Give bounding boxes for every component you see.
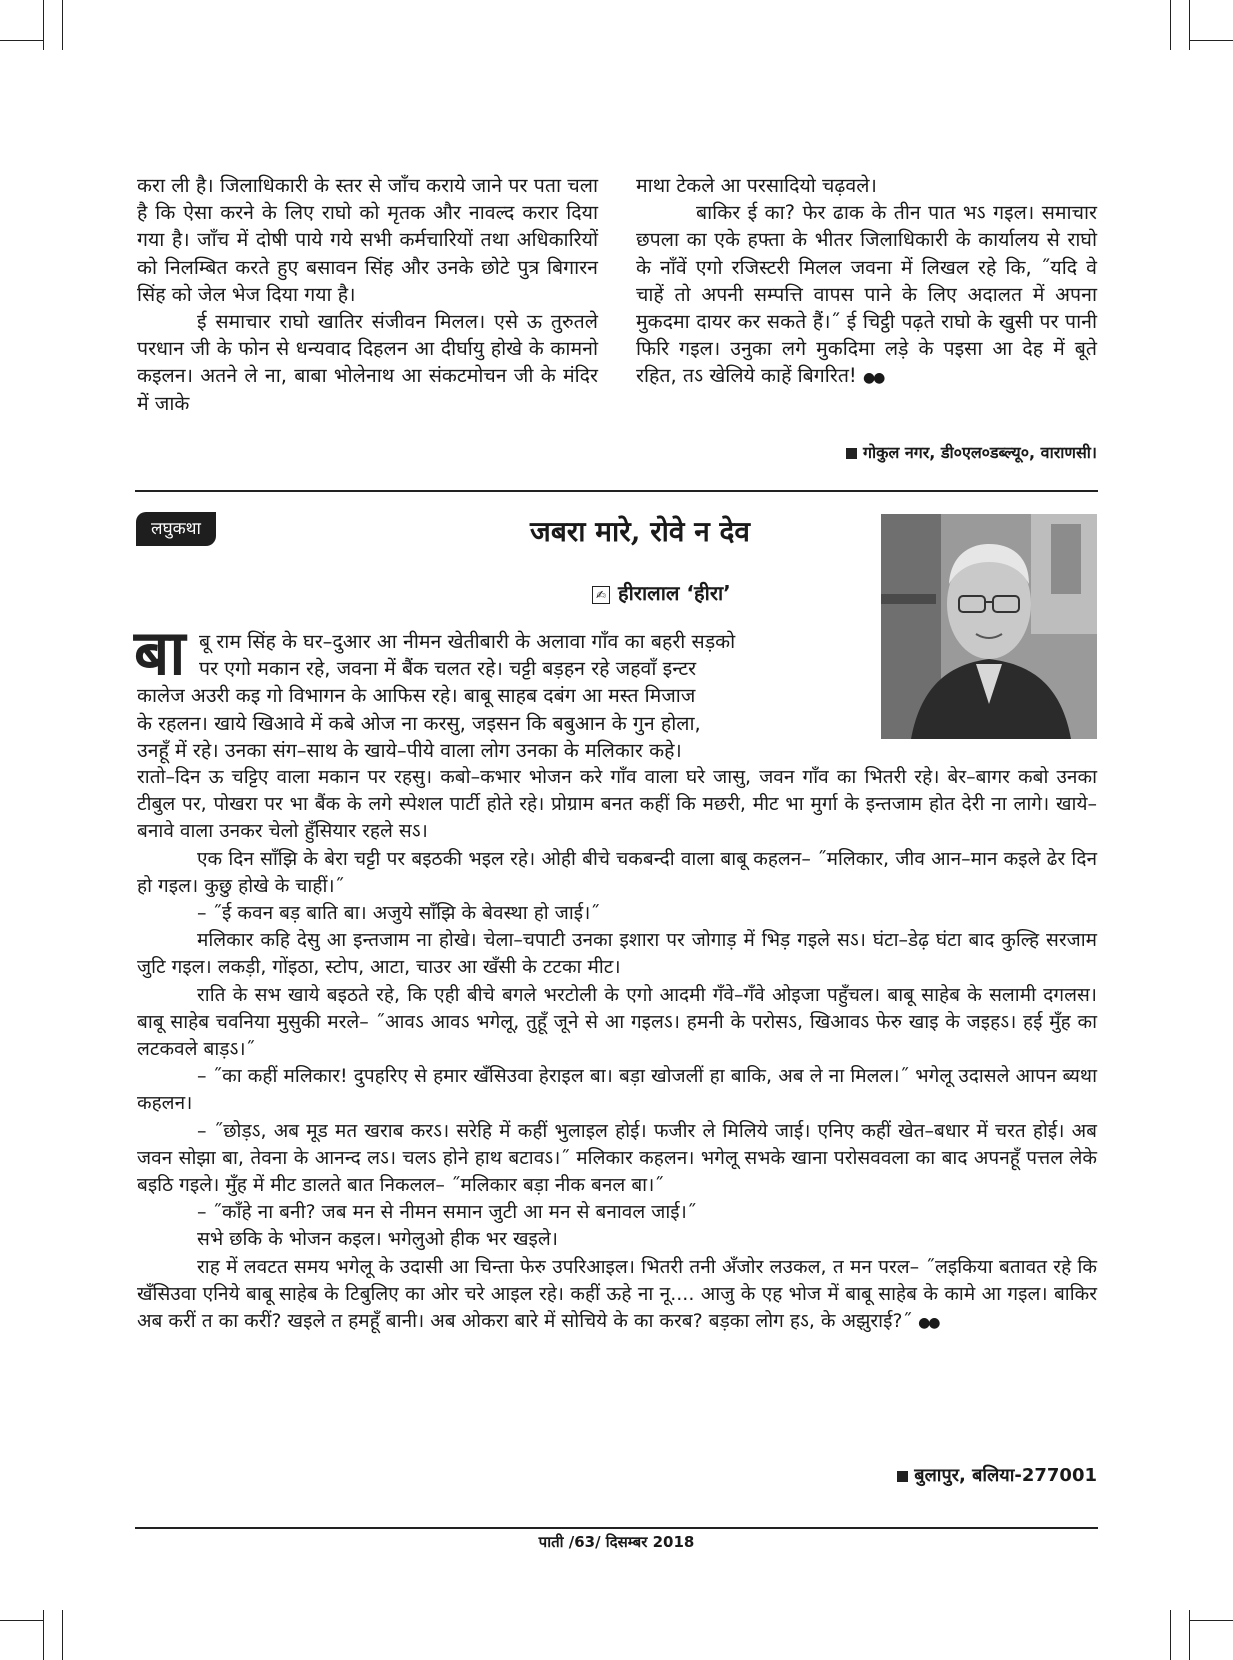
crop-mark (1189, 40, 1233, 41)
paragraph: – ˝ई कवन बड़ बाति बा। अजुये साँझि के बेवस्था हो जाई।˝ (197, 902, 600, 925)
portrait-illustration (881, 514, 1097, 739)
crop-mark (1170, 0, 1171, 50)
paragraph: एक दिन साँझि के बेरा चट्टी पर बइठकी भइल रहे। ओही बीचे चकबन्दी वाला बाबू कहलन– ˝मलिकार, जीव आन–मान कइले ढेर दिन हो गइल। कुछु होखे के चाहीं।˝ (137, 847, 1097, 897)
drop-cap: बा (134, 616, 186, 689)
end-mark: ●● (918, 1315, 939, 1332)
paragraph-text: राह में लवटत समय भगेलू के उदासी आ चिन्ता फेरु उपरिआइल। भितरी तनी अँजोर लउकल, त मन परल– ˝लइकिया बतावत रहे कि खँसिउवा एनिये बाबू साहेब के टिबुलिए का ओर चरे आइल रहे। कहीं ऊहे ना नू.... आजु के एह भोज में बाबू साहेब के कामे आ गइल। बाकिर अब करीं त का करीं? खइले त हमहूँ बानी। अब ओकरा बारे में सोचिये के का करब? बड़का लोग हऽ, के अझुराई?˝ (137, 1255, 1097, 1333)
signature-text: बुलापुर, बलिया-277001 (914, 1465, 1097, 1486)
top-signature (700, 441, 1097, 463)
paragraph: राति के सभ खाये बइठते रहे, कि एही बीचे बगले भरटोली के एगो आदमी गँवे–गँवे ओइजा पहुँचल। बाबू साहेब के सलामी दगलस। बाबू साहेब चवनिया मुसुकी मरले– ˝आवऽ आवऽ भगेलू, तुहूँ जूने से आ गइलऽ। हमनी के परोसऽ, खिआवऽ फेरु खाइ के जइहऽ। हई मुँह का लटकवले बाड़ऽ।˝ (137, 983, 1097, 1061)
paragraph: – ˝काँहे ना बनी? जब मन से नीमन समान जुटी आ मन से बनावल जाई।˝ (197, 1201, 697, 1224)
paragraph: मलिकार कहि देसु आ इन्तजाम ना होखे। चेला–चपाटी उनका इशारा पर जोगाड़ में भिड़ गइले सऽ। घंटा–डेढ़ घंटा बाद कुल्हि सरजाम जुटि गइल। लकड़ी, गोंइठा, स्टोप, आटा, चाउर आ खँसी के टटका मीट। (137, 929, 1097, 979)
paragraph: रातो–दिन ऊ चट्टिए वाला मकान पर रहसु। कबो–कभार भोजन करे गाँव वाला घरे जासु, जवन गाँव का भितरी रहे। बेर–बागर कबो उनका टीबुल पर, पोखरा पर भा बैंक के लगे स्पेशल पार्टी होते रहे। प्रोग्राम बनत कहीं कि मछरी, मीट भा मुर्गा के इन्तजाम होत देरी ना लागे। खाये–बनावे वाला उनकर चेलो हुँसियार रहले सऽ। (137, 766, 1097, 843)
square-bullet-icon (897, 1471, 908, 1482)
author-name: हीरालाल ‘हीरा’ (618, 581, 731, 605)
story-line: बू राम सिंह के घर–दुआर आ नीमन खेतीबारी के अलावा गाँव का बहरी सड़को (199, 630, 736, 653)
crop-mark (0, 40, 44, 41)
crop-mark (62, 0, 63, 50)
story-body (137, 764, 1097, 1337)
story-line: कालेज अउरी कइ गो विभागन के आफिस रहे। बाबू साहब दबंग आ मस्त मिजाज (137, 684, 696, 708)
end-mark: ●● (862, 370, 884, 387)
paragraph: – ˝का कहीं मलिकार! दुपहरिए से हमार खँसिउवा हेराइल बा। बड़ा खोजलीं हा बाकि, अब ले ना मिलल।˝ भगेलू उदासले आपन ब्यथा कहलन। (137, 1065, 1097, 1115)
crop-mark (62, 1610, 63, 1660)
story-intro (137, 628, 864, 764)
story-title: जबरा मारे, रोवे न देव (530, 515, 750, 548)
pen-icon: ✍ (592, 586, 610, 604)
square-bullet-icon (846, 448, 857, 459)
top-right-column (636, 172, 1097, 393)
category-badge: लघुकथा (136, 512, 216, 546)
crop-mark (1189, 0, 1190, 50)
crop-mark (43, 1610, 44, 1660)
author-line (592, 579, 731, 607)
crop-mark (0, 1620, 44, 1621)
story-line: के रहलन। खाये खिआवे में कबे ओज ना करसु, जइसन कि बबुआन के गुन होला, (137, 711, 701, 735)
author-photo (881, 514, 1097, 739)
paragraph: सभे छकि के भोजन कइल। भगेलुओ हीक भर खइले। (197, 1228, 558, 1251)
paragraph-text: बाकिर ई का? फेर ढाक के तीन पात भऽ गइल। समाचार छपला का एके हफ्ता के भीतर जिलाधिकारी के कार्यालय से राघो के नाँवें एगो रजिस्टरी मिलल जवना में लिखल रहे कि, ˝यदि वे चाहें तो अपनी सम्पत्ति वापस पाने के लिए अदालत में अपना मुकदमा दायर कर सकते हैं।˝ ई चिट्ठी पढ़ते राघो के खुसी पर पानी फिरि गइल। उनुका लगे मुकदिमा लड़े के पइसा आ देह में बूते रहित, तऽ खेलिये काहें बिगरित! (636, 201, 1097, 388)
top-left-column (137, 172, 598, 417)
paragraph: करा ली है। जिलाधिकारी के स्तर से जाँच कराये जाने पर पता चला है कि ऐसा करने के लिए राघो को मृतक और नावल्द करार दिया गया है। जाँच में दोषी पाये गये सभी कर्मचारियों तथा अधिकारियों को निलम्बित करते हुए बसावन सिंह और उनके छोटे पुत्र बिगारन सिंह को जेल भेज दिया गया है। (137, 174, 598, 306)
paragraph (137, 1254, 1097, 1338)
paragraph: ई समाचार राघो खातिर संजीवन मिलल। एसे ऊ तुरुतले परधान जी के फोन से धन्यवाद दिहलन आ दीर्घायु होखे के कामनो कइलन। अतने ले ना, बाबा भोलेनाथ आ संकटमोचन जी के मंदिर में जाके (137, 310, 598, 415)
crop-mark (43, 0, 44, 50)
crop-mark (1170, 1610, 1171, 1660)
section-divider (135, 490, 1098, 492)
signature-text: गोकुल नगर, डी०एल०डब्ल्यू०, वाराणसी। (863, 443, 1097, 462)
story-line: उनहूँ में रहे। उनका संग–साथ के खाये–पीये वाला लोग उनका के मलिकार कहे। (137, 738, 682, 762)
footer-divider (135, 1527, 1098, 1529)
paragraph (636, 199, 1097, 392)
paragraph: माथा टेकले आ परसादियो चढ़वले। (636, 174, 877, 197)
crop-mark (1189, 1620, 1233, 1621)
story-line: पर एगो मकान रहे, जवना में बैंक चलत रहे। चट्टी बड़हन रहे जहवाँ इन्टर (199, 657, 697, 681)
story-signature (700, 1463, 1097, 1487)
page-footer: पाती /63/ दिसम्बर 2018 (538, 1533, 695, 1551)
paragraph: – ˝छोड़ऽ, अब मूड मत खराब करऽ। सरेहि में कहीं भुलाइल होई। फजीर ले मिलिये जाई। एनिए कहीं खेत–बधार में चरत होई। अब जवन सोझा बा, तेवना के आनन्द लऽ। चलऽ होने हाथ बटावऽ।˝ मलिकार कहलन। भगेलू सभके खाना परोसववला का बाद अपनहूँ पत्तल लेके बइठि गइले। मुँह में मीट डालते बात निकलल– ˝मलिकार बड़ा नीक बनल बा।˝ (137, 1119, 1097, 1197)
crop-mark (1189, 1610, 1190, 1660)
